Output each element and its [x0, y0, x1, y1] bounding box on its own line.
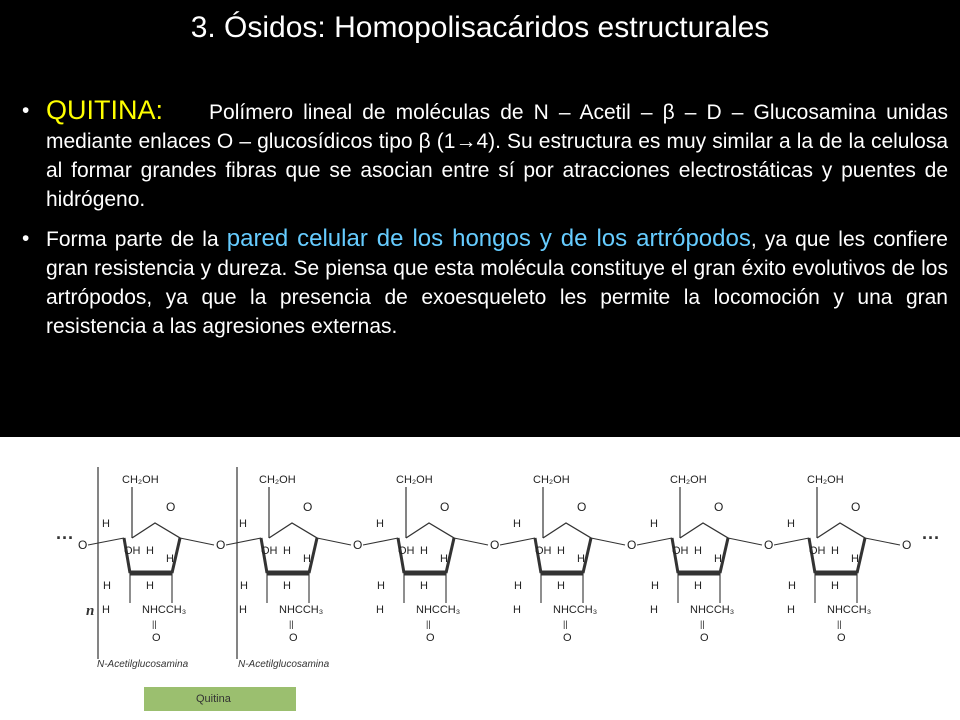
ring-6-double-bond: ||: [837, 619, 842, 629]
ring-6-h2: H: [831, 545, 839, 557]
ring-4-h2: H: [557, 545, 565, 557]
ring-3-h6: H: [376, 604, 384, 616]
ring-4-link-bond-a: [591, 538, 625, 545]
ring-4-ring-oxygen: O: [577, 500, 587, 514]
quitina-definition: Polímero lineal de moléculas de N – Acetil – β – D – Glucosamina unidas mediante enlaces O – glucosídicos tipo β (1→4). Su estructura es muy similar a la de la celulosa al formar grandes fibras que se asocian entre sí por atracciones electrostáticas y puentes de hidrógeno.: [46, 101, 948, 211]
ring-4-glycosidic-o: O: [627, 538, 637, 552]
ring-3-ring-oxygen: O: [440, 500, 450, 514]
ring-4-h3: H: [514, 580, 522, 592]
ring-4-h5: H: [577, 553, 585, 565]
ring-6-ch2oh-label: CH₂OH: [807, 474, 844, 486]
ring-4-h4: H: [557, 580, 565, 592]
ring-2-h1: H: [239, 518, 247, 530]
bullet-quitina: [22, 96, 948, 214]
ring-6-h4: H: [831, 580, 839, 592]
ring-3-carbonyl-o: O: [426, 632, 435, 644]
ring-5-h5: H: [714, 553, 722, 565]
ring-4-double-bond: ||: [563, 619, 568, 629]
ring-6-ring-oxygen: O: [851, 500, 861, 514]
ring-5-h2: H: [694, 545, 702, 557]
ring-2-glycosidic-o: O: [353, 538, 363, 552]
ring-2-h5: H: [303, 553, 311, 565]
chain-continuation-left: ···: [56, 528, 74, 548]
bullet-function: [22, 224, 948, 341]
repeat-unit-label: n: [86, 603, 95, 619]
ring-3-h1: H: [376, 518, 384, 530]
ring-5-ch2oh-label: CH₂OH: [670, 474, 707, 486]
ring-5-link-bond-a: [728, 538, 762, 545]
ring-1-h3: H: [103, 580, 111, 592]
ring-3-h3: H: [377, 580, 385, 592]
ring-4-h6: H: [513, 604, 521, 616]
bullet-dot-icon: •: [22, 227, 30, 250]
ring-3-link-bond-a: [454, 538, 488, 545]
term-colon: :: [155, 95, 164, 125]
ring-1-carbonyl-o: O: [152, 632, 161, 644]
ring-1-oh: OH: [124, 545, 141, 557]
ring-1-h1: H: [102, 518, 110, 530]
ring-2-carbonyl-o: O: [289, 632, 298, 644]
function-text-start: Forma parte de la: [46, 228, 227, 251]
ring-6-nhccch3: NHCCH₃: [827, 604, 872, 616]
ring-2-h3: H: [240, 580, 248, 592]
ring-5-h6: H: [650, 604, 658, 616]
ring-1-h2: H: [146, 545, 154, 557]
ring-3-glycosidic-o: O: [490, 538, 500, 552]
ring-5-h3: H: [651, 580, 659, 592]
ring-5-carbonyl-o: O: [700, 632, 709, 644]
function-highlight: pared celular de los hongos y de los artrópodos: [226, 225, 751, 252]
ring-1-link-bond-b: [226, 538, 261, 545]
ring-4-carbonyl-o: O: [563, 632, 572, 644]
ring-5-h4: H: [694, 580, 702, 592]
unit-label-2: N-Acetilglucosamina: [238, 659, 330, 670]
ring-6-h6: H: [787, 604, 795, 616]
ring-3-h5: H: [440, 553, 448, 565]
ring-6-oh: OH: [809, 545, 826, 557]
ring-1-ch2oh-label: CH₂OH: [122, 474, 159, 486]
ring-1-ring-oxygen: O: [166, 500, 176, 514]
ring-5-h1: H: [650, 518, 658, 530]
ring-2-link-bond-a: [317, 538, 351, 545]
terminal-o-right: O: [902, 538, 912, 552]
ring-5-nhccch3: NHCCH₃: [690, 604, 735, 616]
ring-6-h3: H: [788, 580, 796, 592]
ring-1-nhccch3: NHCCH₃: [142, 604, 187, 616]
ring-5-ring-oxygen: O: [714, 500, 724, 514]
ring-2-ch2oh-label: CH₂OH: [259, 474, 296, 486]
ring-1-link-bond-a: [180, 538, 214, 545]
terminal-bond-right: [865, 538, 900, 545]
ring-2-nhccch3: NHCCH₃: [279, 604, 324, 616]
ring-4-ch2oh-label: CH₂OH: [533, 474, 570, 486]
ring-4-oh: OH: [535, 545, 552, 557]
ring-2-h2: H: [283, 545, 291, 557]
ring-1-h4: H: [146, 580, 154, 592]
chain-continuation-right: ···: [922, 528, 940, 548]
ring-2-h6: H: [239, 604, 247, 616]
ring-1-glycosidic-o: O: [216, 538, 226, 552]
ring-1-h6: H: [102, 604, 110, 616]
ring-5-double-bond: ||: [700, 619, 705, 629]
terminal-o-left: O: [78, 538, 88, 552]
ring-5-oh: OH: [672, 545, 689, 557]
bullet-dot-icon: •: [22, 99, 30, 122]
ring-2-oh: OH: [261, 545, 278, 557]
term-quitina: QUITINA: [46, 95, 156, 125]
ring-3-oh: OH: [398, 545, 415, 557]
ring-4-h1: H: [513, 518, 521, 530]
ring-1-h5: H: [166, 553, 174, 565]
ring-5-link-bond-b: [774, 538, 809, 545]
ring-2-ring-oxygen: O: [303, 500, 313, 514]
ring-6-h1: H: [787, 518, 795, 530]
chitin-chain-diagram: [0, 437, 960, 677]
ring-2-double-bond: ||: [289, 619, 294, 629]
ring-3-ch2oh-label: CH₂OH: [396, 474, 433, 486]
chitin-structure-figure: [0, 437, 960, 720]
ring-1-double-bond: ||: [152, 619, 157, 629]
ring-3-double-bond: ||: [426, 619, 431, 629]
ring-3-h2: H: [420, 545, 428, 557]
ring-3-nhccch3: NHCCH₃: [416, 604, 461, 616]
ring-4-nhccch3: NHCCH₃: [553, 604, 598, 616]
bullet-list: [22, 96, 948, 351]
function-text-end: , ya que les confiere gran resistencia y dureza. Se piensa que esta molécula constituye el gran éxito evolutivos de los artrópodos, ya que la presencia de exoesqueleto les permite la locomoción y una gran resistencia a las agresiones externas.: [46, 228, 948, 338]
ring-6-h5: H: [851, 553, 859, 565]
terminal-bond-left: [88, 538, 124, 545]
ring-3-link-bond-b: [500, 538, 535, 545]
ring-3-h4: H: [420, 580, 428, 592]
unit-label-1: N-Acetilglucosamina: [97, 659, 189, 670]
slide-title: 3. Ósidos: Homopolisacáridos estructurales: [190, 11, 770, 44]
figure-caption: Quitina: [144, 687, 296, 711]
ring-4-link-bond-b: [637, 538, 672, 545]
ring-2-link-bond-b: [363, 538, 398, 545]
ring-6-carbonyl-o: O: [837, 632, 846, 644]
ring-5-glycosidic-o: O: [764, 538, 774, 552]
ring-2-h4: H: [283, 580, 291, 592]
